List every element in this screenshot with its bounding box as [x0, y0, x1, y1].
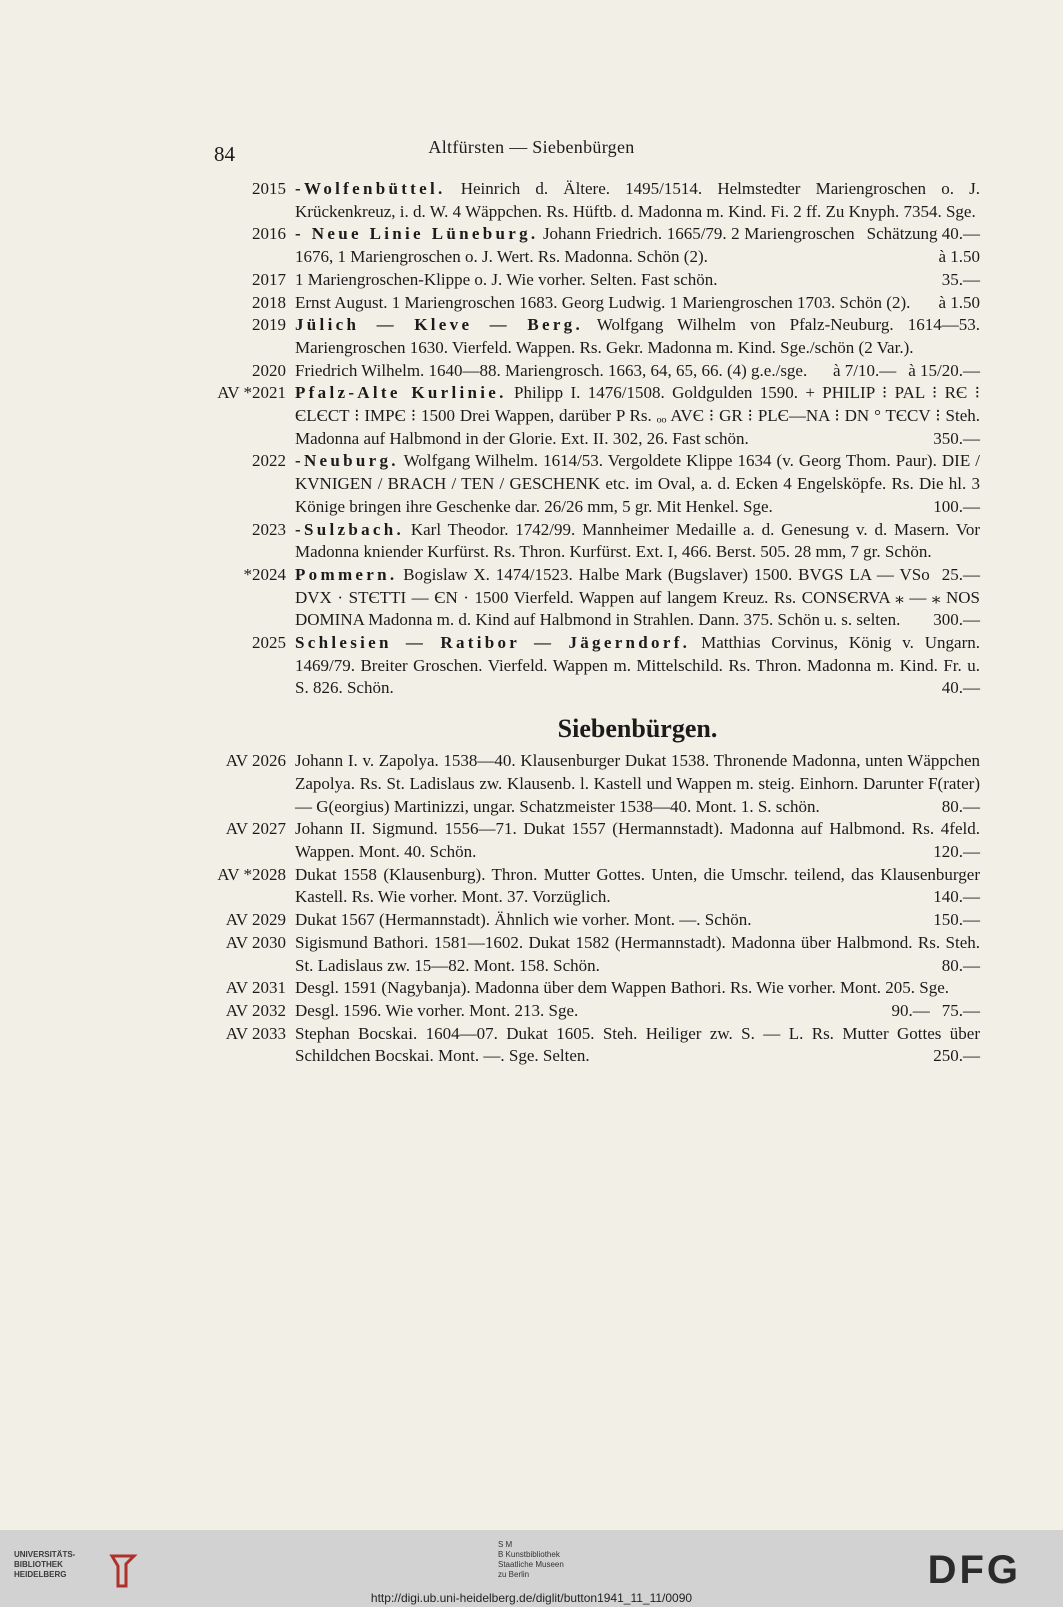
lot-price: à 1.50	[938, 247, 980, 267]
lot-description	[295, 450, 980, 518]
catalog-entry	[200, 564, 980, 632]
lot-text: Heinrich d. Ältere. 1495/1514. Helmstedter Mariengroschen o. J. Krückenkreuz, i. d. W. 4 Wäppchen. Rs. Hüftb. d. Madonna m. Kind. Fi. 2 ff. Zu Knyph. 7354. Sge.	[295, 179, 980, 221]
university-library-logo[interactable]	[14, 1550, 134, 1592]
catalog-entry	[200, 292, 980, 315]
lot-text: Bogislaw X. 1474/1523. Halbe Mark (Bugslaver) 1500. BVGS LA — VSo DVX · STЄTTI — ЄN · 1500 Vierfeld. Wappen auf langem Kreuz. Rs. CONSЄRVA ⁎ — ⁎ NOS DOMINA Madonna m. d. Kind auf Halbmond in Strahlen. Dann. 375. Schön u. s. selten.	[295, 564, 980, 630]
lot-text: Dukat 1567 (Hermannstadt). Ähnlich wie vorher. Mont. —. Schön.	[295, 910, 752, 930]
lot-text: Wolfgang Wilhelm von Pfalz-Neuburg. 1614—53. Mariengroschen 1630. Vierfeld. Wappen. Rs. Gekr. Madonna m. Kind. Sge./schön (2 Var.).	[295, 315, 980, 357]
lot-description	[295, 1023, 980, 1068]
lot-price: à 15/20.—	[908, 360, 980, 380]
lot-price: 35.—	[941, 269, 980, 289]
lot-text: 1 Mariengroschen-Klippe o. J. Wie vorher. Selten. Fast schön.	[295, 269, 718, 289]
lot-number: AV 2026	[225, 751, 286, 771]
smb-logo[interactable]	[498, 1540, 564, 1580]
lot-description	[295, 750, 980, 818]
lot-text: Wolfgang Wilhelm. 1614/53. Vergoldete Klippe 1634 (v. Georg Thom. Paur). DIE / KVNIGEN / BRACH / TEN / GESCHENK etc. im Oval, a. d. Ecken 4 Engelsköpfe. Rs. Die hl. 3 Könige bringen ihre Geschenke dar. 26/26 mm, 5 gr. Mit Henkel. Sge.	[295, 451, 980, 516]
lot-description	[295, 223, 980, 268]
lot-price: Schätzung 40.—	[866, 224, 980, 244]
lot-text: Sigismund Bathori. 1581—1602. Dukat 1582 (Hermannstadt). Madonna über Halbmond. Rs. Steh. St. Ladislaus zw. 15—82. Mont. 158. Schön.	[295, 932, 980, 975]
dfg-logo[interactable]: DFG	[927, 1548, 1021, 1592]
lot-description	[295, 564, 980, 632]
lot-number: 2025	[252, 633, 286, 653]
lot-location: Pfalz-Alte Kurlinie.	[295, 383, 507, 403]
lot-number: *2024	[243, 564, 286, 584]
lot-price: 140.—	[933, 887, 980, 907]
smb-line-3: Staatliche Museen	[498, 1560, 564, 1569]
lot-price: 90.—	[891, 1000, 930, 1020]
lot-number: AV 2027	[225, 819, 286, 839]
lot-price: à 1.50	[938, 292, 980, 312]
lot-price: 40.—	[941, 678, 980, 698]
lot-text: Desgl. 1596. Wie vorher. Mont. 213. Sge.	[295, 1000, 579, 1020]
lot-number: 2022	[252, 451, 286, 471]
lot-number: 2019	[252, 315, 286, 335]
lot-price: 25.—	[941, 564, 980, 584]
lot-price: 150.—	[933, 910, 980, 930]
permalink-url[interactable]: http://digi.ub.uni-heidelberg.de/diglit/button1941_11_11/0090	[370, 1591, 693, 1605]
catalog-entry	[200, 750, 980, 818]
lot-number: AV 2033	[225, 1023, 286, 1043]
lot-price: 350.—	[933, 428, 980, 448]
lot-location: Pommern.	[295, 564, 398, 584]
page-number: 84	[214, 142, 235, 166]
lot-location: Jülich — Kleve — Berg.	[295, 315, 584, 335]
lot-price: 120.—	[933, 841, 980, 861]
entries-list-a	[200, 178, 980, 700]
smb-line-4: zu Berlin	[498, 1570, 530, 1579]
catalog-entry	[200, 360, 980, 383]
uni-line-2: BIBLIOTHEK	[14, 1560, 63, 1569]
lot-number: AV 2032	[225, 1000, 286, 1020]
lot-text: Dukat 1558 (Klausenburg). Thron. Mutter Gottes. Unten, die Umschr. teilend, das Klausenburger Kastell. Rs. Wie vorher. Mont. 37. Vorzüglich.	[295, 864, 980, 907]
lot-description	[295, 360, 980, 383]
entries-list-b	[200, 750, 980, 1068]
catalog-entry	[200, 1023, 980, 1068]
lot-location: -Sulzbach.	[295, 519, 405, 539]
lot-text: Friedrich Wilhelm. 1640—88. Mariengrosch. 1663, 64, 65, 66. (4) g.e./sge.	[295, 360, 808, 380]
lot-text: Stephan Bocskai. 1604—07. Dukat 1605. Steh. Heiliger zw. S. — L. Rs. Mutter Gottes über Schildchen Bocskai. Mont. —. Sge. Selten.	[295, 1023, 980, 1066]
library-logo-icon	[106, 1552, 140, 1590]
catalog-entry	[200, 864, 980, 909]
lot-description	[295, 292, 980, 315]
catalog-entries	[200, 178, 980, 1068]
catalog-entry	[200, 632, 980, 700]
catalog-entry	[200, 269, 980, 292]
lot-description	[295, 864, 980, 909]
lot-price: 300.—	[933, 610, 980, 630]
lot-text: Johann I. v. Zapolya. 1538—40. Klausenburger Dukat 1538. Thronende Madonna, unten Wäppchen Zapolya. Rs. St. Ladislaus zw. Klausenb. l. Kastell und Wappen m. steig. Einhorn. Darunter F(rater) — G(eorgius) Martinizzi, ungar. Schatzmeister 1538—40. Mont. 1. S. schön.	[295, 751, 980, 816]
catalog-entry	[200, 450, 980, 518]
lot-text: Matthias Corvinus, König v. Ungarn. 1469/79. Breiter Groschen. Vierfeld. Wappen m. Mittelschild. Rs. Thron. Madonna m. Kind. Fr. u. S. 826. Schön.	[295, 633, 980, 698]
lot-text: Philipp I. 1476/1508. Goldgulden 1590. + PHILIP ⁝ PAL ⁝ RЄ ⁝ ЄLЄCT ⁝ IMPЄ ⁝ 1500 Drei Wappen, darüber P Rs. ₒₒ AVЄ ⁝ GR ⁝ PLЄ—NA ⁝ DN ° TЄCV ⁝ Steh. Madonna auf Halbmond in der Glorie. Ext. II. 302, 26. Fast schön.	[295, 383, 981, 448]
lot-number: AV 2031	[225, 978, 286, 998]
lot-text: Ernst August. 1 Mariengroschen 1683. Georg Ludwig. 1 Mariengroschen 1703. Schön (2).	[295, 292, 911, 312]
lot-price: 75.—	[941, 1000, 980, 1020]
lot-number: 2023	[252, 519, 286, 539]
catalog-entry	[200, 223, 980, 268]
lot-description	[295, 932, 980, 977]
lot-location: -Neuburg.	[295, 451, 399, 471]
lot-location: -Wolfenbüttel.	[295, 179, 446, 198]
catalog-entry	[200, 932, 980, 977]
lot-location: Schlesien — Ratibor — Jägerndorf.	[295, 633, 691, 653]
lot-number: AV *2028	[217, 864, 286, 884]
lot-number: AV 2030	[225, 932, 286, 952]
lot-number: 2017	[252, 269, 286, 289]
lot-price: 80.—	[941, 796, 980, 816]
lot-number: 2020	[252, 360, 286, 380]
catalog-entry	[200, 818, 980, 863]
lot-description	[295, 382, 980, 450]
catalog-entry	[200, 909, 980, 932]
lot-number: AV 2029	[225, 910, 286, 930]
lot-description	[295, 909, 980, 932]
lot-description	[295, 1000, 980, 1023]
lot-number: 2015	[252, 179, 286, 198]
section-heading: Siebenbürgen.	[557, 714, 718, 744]
lot-number: 2018	[252, 292, 286, 312]
lot-text: Karl Theodor. 1742/99. Mannheimer Medaille a. d. Genesung v. d. Masern. Vor Madonna kniender Kurfürst. Rs. Thron. Kurfürst. Ext. I, 466. Berst. 505. 28 mm, 7 gr. Schön.	[295, 519, 980, 562]
lot-description	[295, 632, 980, 700]
catalog-entry	[200, 1000, 980, 1023]
lot-price: 80.—	[941, 955, 980, 975]
lot-description	[295, 818, 980, 863]
smb-line-1: S M	[498, 1540, 513, 1549]
uni-line-3: HEIDELBERG	[14, 1570, 67, 1579]
lot-number: 2016	[252, 224, 286, 244]
lot-text: Johann II. Sigmund. 1556—71. Dukat 1557 (Hermannstadt). Madonna auf Halbmond. Rs. 4feld. Wappen. Mont. 40. Schön.	[295, 819, 980, 861]
lot-text: Desgl. 1591 (Nagybanja). Madonna über dem Wappen Bathori. Rs. Wie vorher. Mont. 205. Sge.	[295, 978, 950, 998]
running-head: Altfürsten — Siebenbürgen	[428, 137, 635, 157]
lot-number: AV *2021	[217, 383, 286, 403]
catalog-entry	[200, 382, 980, 450]
lot-description	[295, 269, 980, 292]
lot-price: à 7/10.—	[832, 360, 897, 380]
smb-line-2: B Kunstbibliothek	[498, 1550, 560, 1559]
lot-location: - Neue Linie Lüneburg.	[295, 224, 539, 244]
lot-price: 100.—	[933, 496, 980, 516]
lot-text: Johann Friedrich. 1665/79. 2 Mariengroschen 1676, 1 Mariengroschen o. J. Wert. Rs. Madonna. Schön (2).	[295, 224, 855, 267]
footer	[0, 1530, 1063, 1607]
lot-price: 250.—	[933, 1046, 980, 1066]
uni-line-1: UNIVERSITÄTS-	[14, 1550, 76, 1559]
